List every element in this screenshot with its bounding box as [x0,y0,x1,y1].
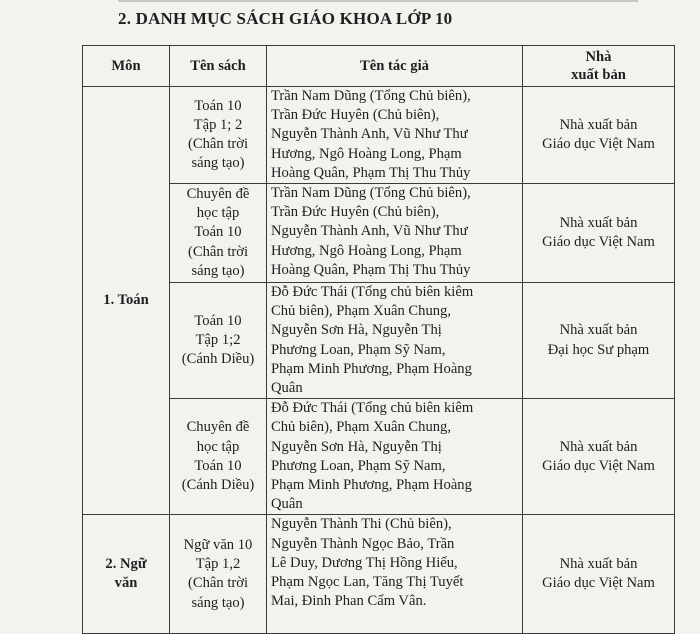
table-row [83,184,675,283]
book-line: (Cánh Diều) [181,351,255,368]
table-row [83,515,675,634]
author-line: Trần Đức Huyên (Chủ biên), [271,204,440,221]
author-line: Nguyễn Sơn Hà, Nguyễn Thị [271,438,442,455]
subject-line: 2. Ngữ [105,556,147,573]
book-line: Tập 1; 2 [193,116,243,133]
authors-cell [267,283,523,399]
header-publisher-line: Nhà [585,49,612,65]
book-line: (Chân trời [188,575,248,592]
publisher-line: Nhà xuất bản [559,556,638,573]
author-line: Hoàng Quân, Phạm Thị Thu Thủy [271,164,471,181]
book-line: Tập 1,2 [195,556,241,573]
author-line: Chủ biên), Phạm Xuân Chung, [271,303,451,320]
subject-cell-math: 1. Toán [83,87,170,515]
header-row [83,46,675,87]
publisher-cell [523,399,675,515]
author-line: Lê Duy, Dương Thị Hồng Hiếu, [271,554,458,571]
author-line: Phạm Ngọc Lan, Tăng Thị Tuyết [271,574,464,591]
author-line: Quân [271,380,303,397]
header-authors: Tên tác giả [267,46,523,87]
publisher-line: Giáo dục Việt Nam [542,575,655,592]
book-cell [170,87,267,184]
book-line: sáng tạo) [191,594,245,611]
author-line: Nguyễn Thành Thi (Chủ biên), [271,516,452,533]
publisher-cell [523,515,675,634]
publisher-line: Đại học Sư phạm [547,341,650,358]
publisher-line: Nhà xuất bản [559,214,638,231]
book-line: (Cánh Diều) [181,477,255,494]
author-line: Nguyễn Thành Anh, Vũ Như Thư [271,223,468,240]
author-line: Phương Loan, Phạm Sỹ Nam, [271,341,446,358]
publisher-line: Giáo dục Việt Nam [542,234,655,251]
author-line: Phạm Minh Phương, Phạm Hoàng [271,477,472,494]
author-line: Trần Nam Dũng (Tổng Chủ biên), [271,88,471,104]
book-cell [170,283,267,399]
author-line: Trần Đức Huyên (Chủ biên), [271,107,440,124]
textbook-table [82,45,675,634]
author-line: Trần Nam Dũng (Tổng Chủ biên), [271,185,471,202]
book-line: học tập [196,205,240,222]
publisher-cell [523,87,675,184]
section-title: 2. DANH MỤC SÁCH GIÁO KHOA LỚP 10 [118,9,453,28]
publisher-cell [523,184,675,283]
book-cell [170,515,267,634]
author-line: Phương Loan, Phạm Sỹ Nam, [271,457,446,474]
subject-cell-literature [83,515,170,634]
book-line: Toán 10 [194,457,242,474]
table-row [83,87,675,184]
book-line: (Chân trời [188,136,248,152]
book-line: Chuyên đề [186,419,250,436]
book-line: sáng tạo) [191,155,245,172]
book-line: Toán 10 [194,97,242,114]
authors-cell [267,87,523,184]
book-line: sáng tạo) [191,262,245,279]
author-line: Quân [271,496,303,513]
publisher-line: Giáo dục Việt Nam [542,457,655,474]
author-line: Nguyễn Thành Ngọc Bảo, Trần [271,535,455,552]
header-publisher [523,46,675,87]
book-line: Toán 10 [194,224,242,241]
author-line: Hương, Ngô Hoàng Long, Phạm [271,145,462,162]
authors-cell [267,399,523,515]
header-subject: Môn [83,46,170,87]
book-line: học tập [196,438,240,455]
author-line: Hoàng Quân, Phạm Thị Thu Thủy [271,261,471,278]
table-row [83,399,675,515]
publisher-line: Nhà xuất bản [559,322,638,339]
book-line: Chuyên đề [186,186,250,202]
book-line: Tập 1;2 [195,332,241,349]
publisher-line: Nhà xuất bản [559,116,638,133]
book-cell [170,184,267,283]
book-line: Toán 10 [194,312,242,329]
top-rule [118,0,638,2]
subject-line: văn [114,575,138,592]
book-line: (Chân trời [188,243,248,260]
author-line: Hương, Ngô Hoàng Long, Phạm [271,242,462,259]
publisher-line: Giáo dục Việt Nam [542,136,655,152]
author-line: Đỗ Đức Thái (Tổng chủ biên kiêm [271,284,474,301]
author-line: Nguyễn Sơn Hà, Nguyễn Thị [271,322,442,339]
book-cell [170,399,267,515]
author-line: Phạm Minh Phương, Phạm Hoàng [271,360,472,377]
header-publisher-line: xuất bản [571,67,626,83]
table-row [83,283,675,399]
authors-cell [267,515,523,634]
book-line: Ngữ văn 10 [183,537,253,554]
header-book: Tên sách [170,46,267,87]
publisher-line: Nhà xuất bản [559,438,638,455]
authors-cell [267,184,523,283]
author-line: Đỗ Đức Thái (Tổng chủ biên kiêm [271,400,474,417]
author-line: Chủ biên), Phạm Xuân Chung, [271,419,451,436]
author-line: Mai, Đinh Phan Cẩm Vân. [271,593,427,610]
author-line: Nguyễn Thành Anh, Vũ Như Thư [271,126,468,143]
publisher-cell [523,283,675,399]
